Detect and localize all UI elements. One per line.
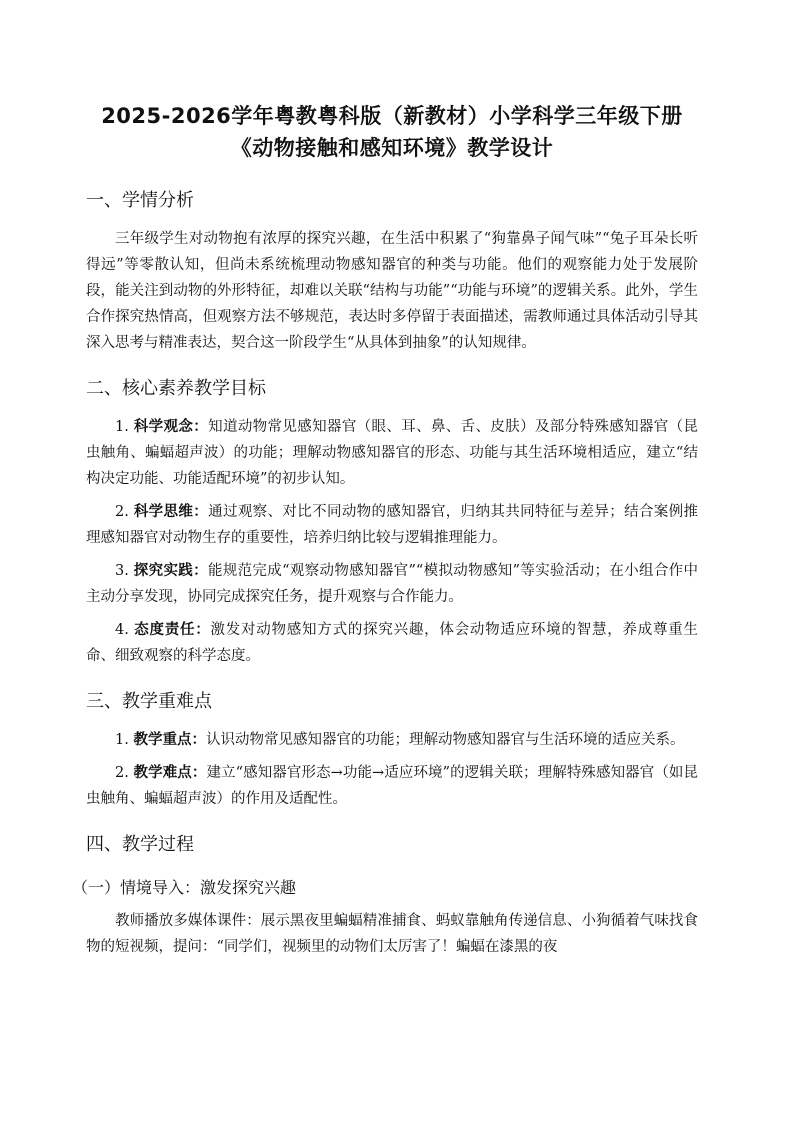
objective-number: 1.: [115, 419, 134, 435]
objective-number: 3.: [115, 563, 134, 579]
objective-label: 态度责任：: [134, 621, 211, 638]
key-point-item: [86, 727, 698, 753]
difficult-point-text: 建立“感知器官形态→功能→适应环境”的逻辑关联；理解特殊感知器官（如昆虫触角、蝙蝠超声波）的作用及适配性。: [86, 765, 698, 807]
objective-item: [86, 414, 698, 492]
document-body: [72, 100, 699, 967]
objective-number: 4.: [115, 622, 135, 638]
objective-text: 通过观察、对比不同动物的感知器官，归纳其共同特征与差异；结合案例推理感知器官对动物生存的重要性，培养归纳比较与逻辑推理能力。: [86, 504, 699, 546]
objective-item: [86, 499, 698, 551]
objective-label: 科学思维：: [133, 503, 209, 520]
difficult-point-item: [86, 760, 698, 812]
objective-number: 2.: [115, 504, 134, 520]
objective-text: 知道动物常见感知器官（眼、耳、鼻、舌、皮肤）及部分特殊感知器官（昆虫触角、蝙蝠超声波）的功能；理解动物感知器官的形态、功能与其生活环境相适应，建立“结构决定功能、功能适配环境”的初步认知。: [86, 419, 699, 487]
section-heading-learner-analysis: 一、学情分析: [86, 190, 194, 211]
difficult-point-number: 2.: [115, 765, 134, 781]
objective-text: 能规范完成“观察动物感知器官”“模拟动物感知”等实验活动；在小组合作中主动分享发现，协同完成探究任务，提升观察与合作能力。: [86, 563, 698, 605]
objective-label: 探究实践：: [133, 562, 208, 579]
section-heading-teaching-process: 四、教学过程: [86, 834, 194, 855]
key-point-number: 1.: [115, 732, 134, 748]
subsection-heading-scenario-intro: （一）情境导入：激发探究兴趣: [72, 878, 297, 897]
objective-item: [86, 617, 698, 669]
section-heading-teaching-objectives: 二、核心素养教学目标: [86, 378, 266, 399]
learner-analysis-paragraph: 三年级学生对动物抱有浓厚的探究兴趣，在生活中积累了“狗靠鼻子闻气味”“兔子耳朵长听得远”等零散认知，但尚未系统梳理动物感知器官的种类与功能。他们的观察能力处于发展阶段，能关注到动物的外形特征，却难以关联“结构与功能”“功能与环境”的逻辑关系。此外，学生合作探究热情高，但观察方法不够规范，表达时多停留于表面描述，需教师通过具体活动引导其深入思考与精准表达，契合这一阶段学生“从具体到抽象”的认知规律。: [86, 231, 698, 351]
document-title: 2025-2026学年粤教粤科版（新教材）小学科学三年级下册《动物接触和感知环境》教学设计: [101, 104, 683, 160]
objective-item: [86, 558, 698, 610]
difficult-point-label: 教学难点：: [133, 764, 207, 781]
section-heading-key-difficult-points: 三、教学重难点: [86, 691, 212, 712]
objective-label: 科学观念：: [133, 418, 209, 435]
key-point-text: 认识动物常见感知器官的功能；理解动物感知器官与生活环境的适应关系。: [205, 732, 685, 748]
objective-text: 激发对动物感知方式的探究兴趣，体会动物适应环境的智慧，养成尊重生命、细致观察的科学态度。: [86, 622, 698, 664]
key-point-label: 教学重点：: [133, 731, 206, 748]
scenario-intro-paragraph: 教师播放多媒体课件：展示黑夜里蝙蝠精准捕食、蚂蚁靠触角传递信息、小狗循着气味找食物的短视频，提问：“同学们，视频里的动物们太厉害了！蝙蝠在漆黑的夜: [86, 913, 698, 955]
